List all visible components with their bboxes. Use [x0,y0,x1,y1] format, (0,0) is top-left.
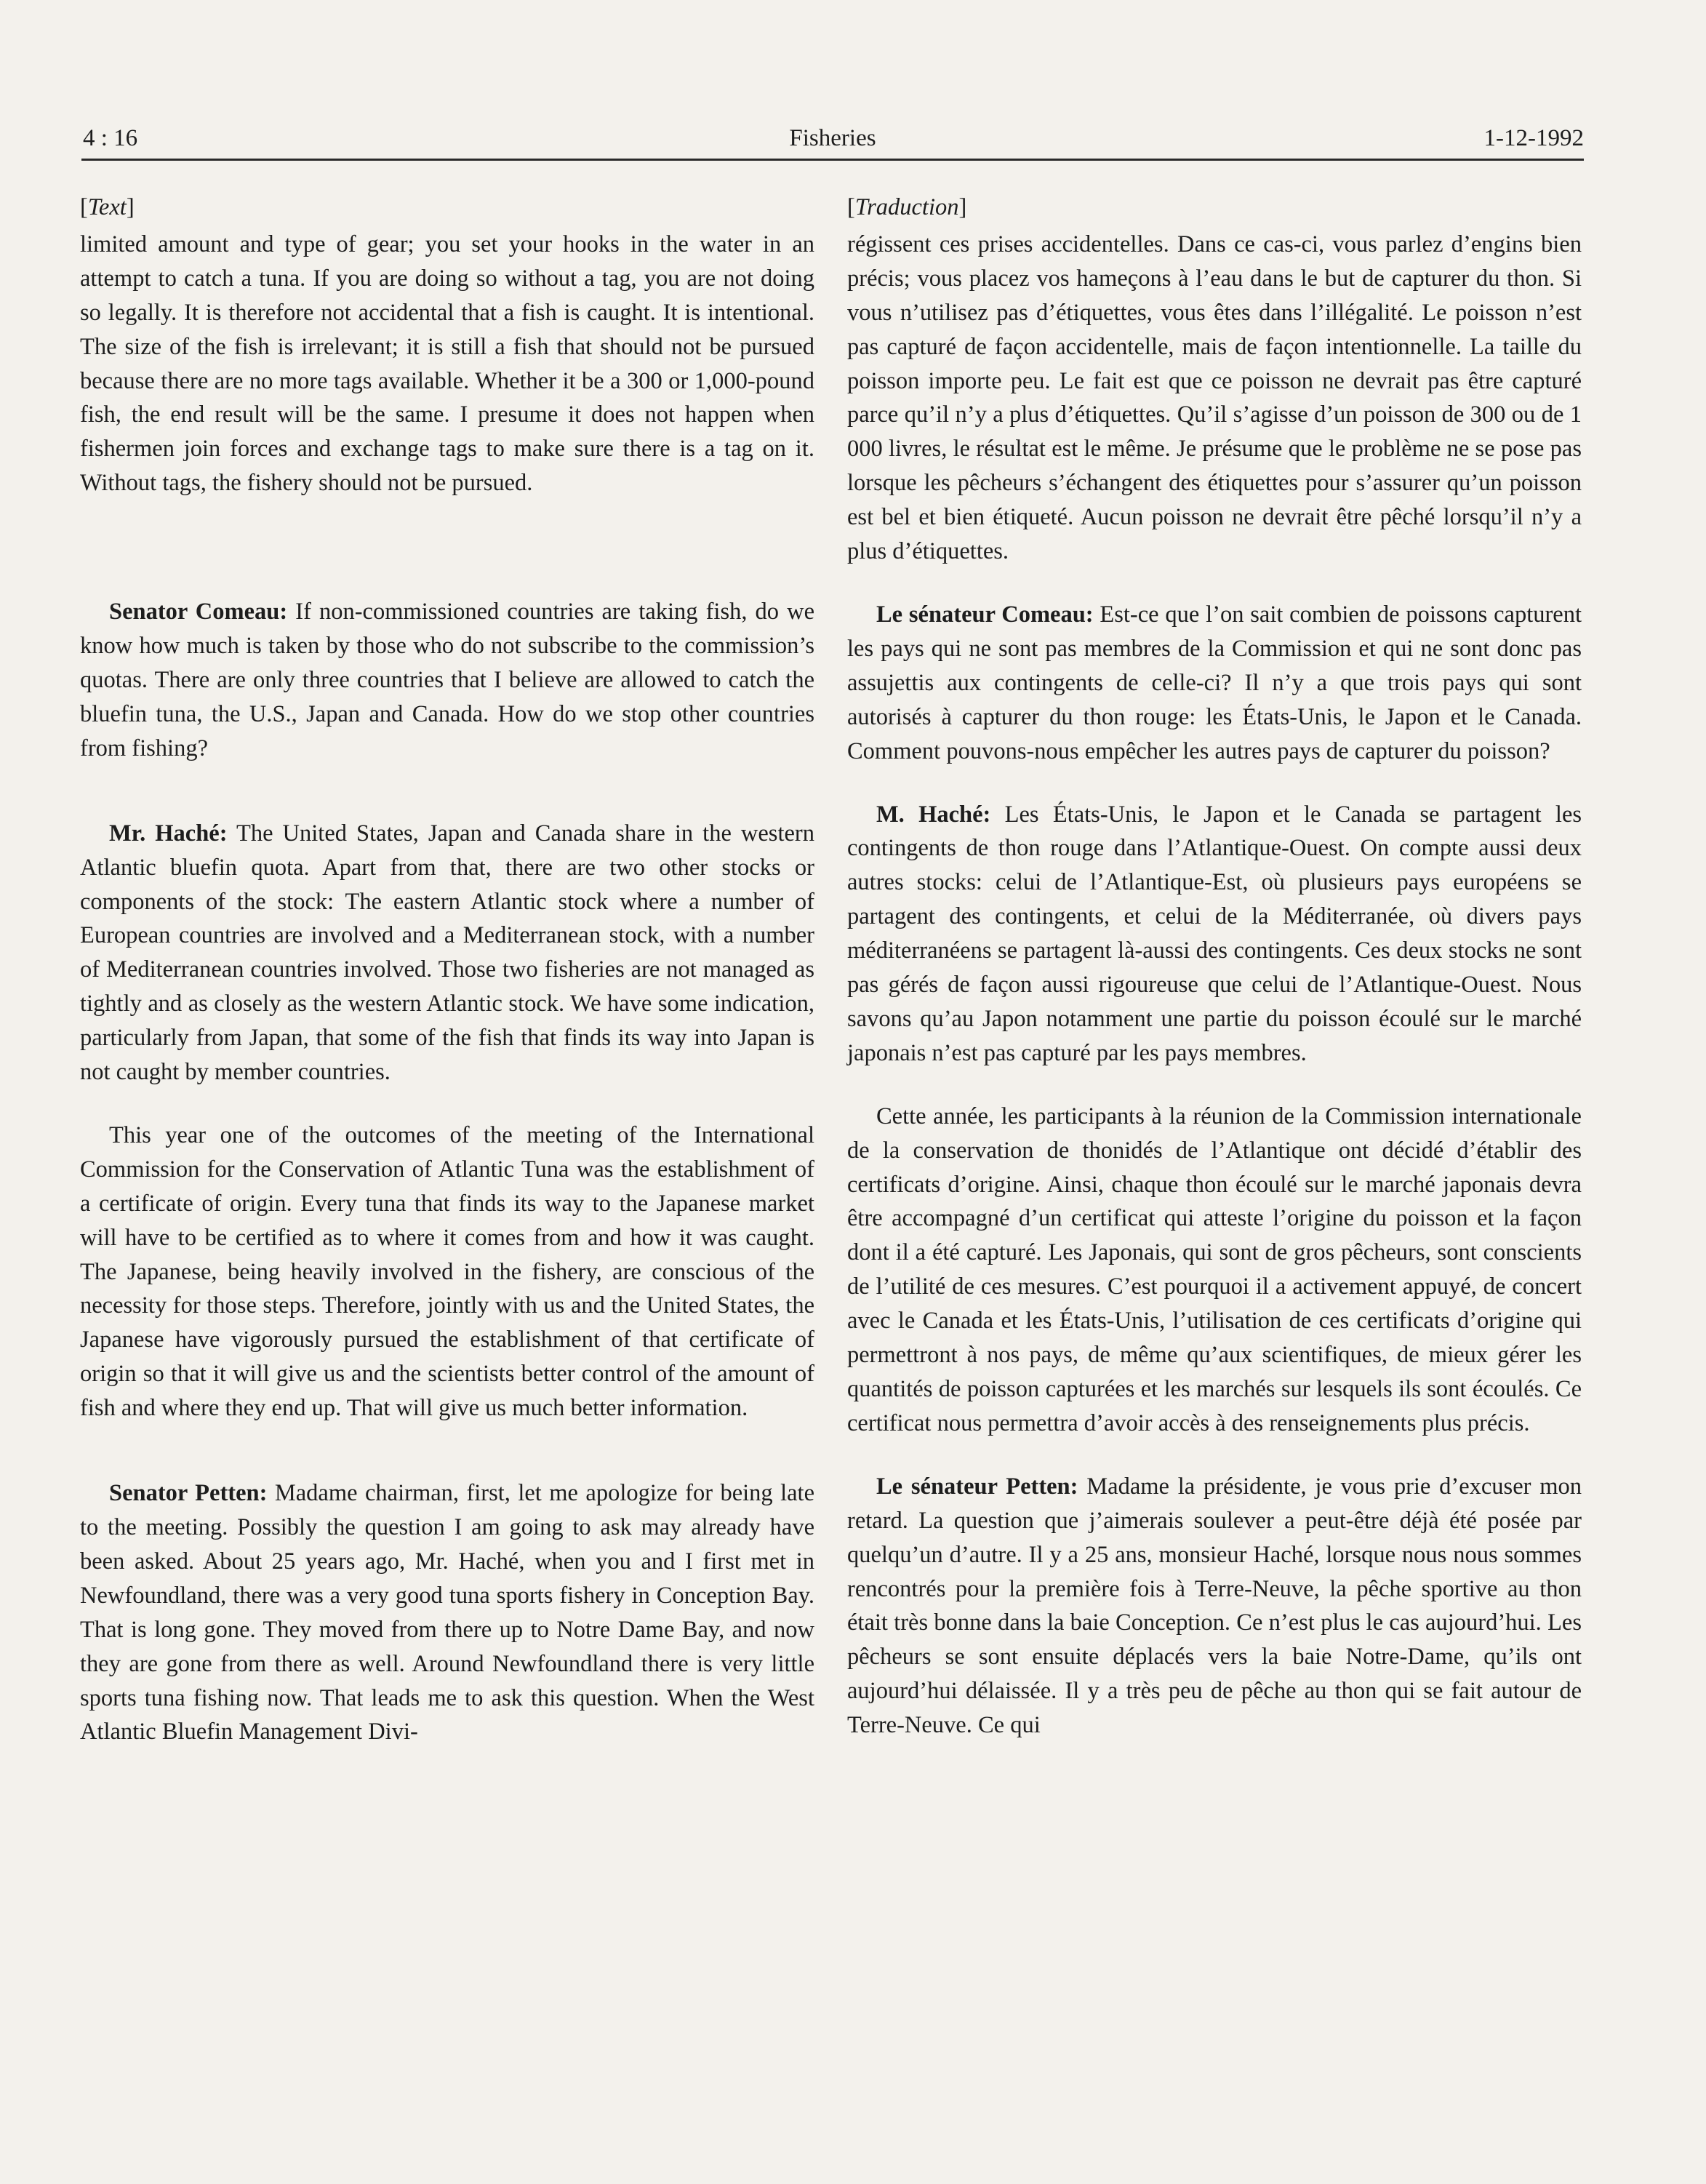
speaker-name: Senator Comeau: [109,599,288,625]
paragraph: Senator Petten: Madame chairman, first, let me apologize for being late to the meeting. Possibly the question I am going to ask may already have been asked. About 25 years ago, Mr. Haché, when you and I first met in Newfoundland, there was a very good tuna sports fishery in Conception Bay. That is long gone. They moved from there up to Notre Dame Bay, and now they are gone from there as well. Around Newfoundland there is very little sports tuna fishing now. That leads me to ask this question. When the West Atlantic Bluefin Management Divi- [80,1480,815,1745]
french-column [847,191,1582,1743]
column-label: [Text] [80,194,135,220]
paragraph: Senator Comeau: If non-commissioned countries are taking fish, do we know how much is taken by those who do not subscribe to the commission’s quotas. There are only three countries that I believe are allowed to catch the bluefin tuna, the U.S., Japan and Canada. How do we stop other countries from fishing? [80,599,815,761]
speaker-name: Le sénateur Comeau: [876,601,1094,628]
paragraph: M. Haché: Les États-Unis, le Japon et le Canada se partagent les contingents de thon rouge dans l’Atlantique-Ouest. On compte aussi deux autres stocks: celui de l’Atlantique-Est, où plusieurs pays européens se partagent des contingents, et celui de la Méditerranée, où divers pays méditerranéens se partagent là-aussi des contingents. Ces deux stocks ne sont pas gérés de façon aussi rigoureuse que celui de l’Atlantique-Ouest. Nous savons qu’au Japon notamment une partie du poisson écoulé sur le marché japonais n’est pas capturé par les pays membres. [847,801,1582,1066]
page-date: 1-12-1992 [1483,125,1584,151]
paragraph: Le sénateur Petten: Madame la présidente, je vous prie d’excuser mon retard. La question que j’aimerais soulever a peut-être déjà été posée par quelqu’un d’autre. Il y a 25 ans, monsieur Haché, lorsque nous nous sommes rencontrés pour la première fois à Terre-Neuve, la pêche sportive au thon était très bonne dans la baie Conception. Ce n’est plus le cas aujourd’hui. Les pêcheurs se sont ensuite déplacés vers la baie Notre-Dame, qu’ils ont aujourd’hui délaissée. Il y a très peu de pêche au thon qui se fait autour de Terre-Neuve. Ce qui [847,1473,1582,1739]
speaker-name: Senator Petten: [109,1480,268,1507]
paragraph: limited amount and type of gear; you set your hooks in the water in an attempt to catch a tuna. If you are doing so without a tag, you are not doing so legally. It is therefore not accidental that a fish is caught. It is intentional. The size of the fish is irrelevant; it is still a fish that should not be pursued because there are no more tags available. Whether it be a 300 or 1,000-pound fish, the end result will be the same. I presume it does not happen when fishermen join forces and exchange tags to make sure there is a tag on it. Without tags, the fishery should not be pursued. [80,231,814,497]
paragraph: Cette année, les participants à la réunion de la Commission internationale de la conservation de thonidés de l’Atlantique ont décidé d’établir des certificats d’origine. Ainsi, chaque thon écoulé sur le marché japonais devra être accompagné d’un certificat qui atteste l’origine du poisson et la façon dont il a été capturé. Les Japonais, qui sont de gros pêcheurs, sont conscients de l’utilité de ces mesures. C’est pourquoi il a activement appuyé, de concert avec le Canada et les États-Unis, l’utilisation de ces certificats d’origine qui permettront à nos pays, de même qu’aux scientifiques, de mieux gérer les quantités de poisson capturées et les marchés sur lesquels ils sont écoulés. Ce certificat nous permettra d’avoir accès à des renseignements plus précis. [847,1103,1582,1436]
speaker-name: M. Haché: [876,801,991,828]
paragraph: This year one of the outcomes of the meeting of the International Commission for the Conservation of Atlantic Tuna was the establishment of a certificate of origin. Every tuna that finds its way to the Japanese market will have to be certified as to where it comes from and how it was caught. The Japanese, being heavily involved in the fishery, are conscious of the necessity for those steps. Therefore, jointly with us and the United States, the Japanese have vigorously pursued the establishment of that certificate of origin so that it will give us and the scientists better control of the amount of fish and where they end up. That will give us much better information. [80,1121,814,1422]
column-label: [Traduction] [847,194,967,220]
speaker-name: Mr. Haché: [109,820,228,847]
page-number: 4 : 16 [83,125,138,151]
page-title: Fisheries [789,125,876,151]
paragraph: régissent ces prises accidentelles. Dans ce cas-ci, vous parlez d’engins bien précis; vous placez vos hameçons à l’eau dans le but de capturer du thon. Si vous n’utilisez pas d’étiquettes, vous êtes dans l’illégalité. Le poisson n’est pas capturé de façon accidentelle, mais de façon intentionnelle. La taille du poisson importe peu. Le fait est que ce poisson ne devrait pas être capturé parce qu’il n’y a plus d’étiquettes. Qu’il s’agisse d’un poisson de 300 ou de 1 000 livres, le résultat est le même. Je présume que le problème ne se pose pas lorsque les pêcheurs s’échangent des étiquettes pour s’assurer qu’un poisson est bel et bien étiqueté. Aucun poisson ne devrait être pêché lorsqu’il n’y a plus d’étiquettes. [847,231,1582,565]
page-header [81,122,1584,161]
speaker-name: Le sénateur Petten: [876,1473,1078,1500]
paragraph: Le sénateur Comeau: Est-ce que l’on sait combien de poissons capturent les pays qui ne sont pas membres de la Commission et qui ne sont donc pas assujettis aux contingents de celle-ci? Il n’y a que trois pays qui sont autorisés à capturer du thon rouge: les États-Unis, le Japon et le Canada. Comment pouvons-nous empêcher les autres pays de capturer du poisson? [847,601,1582,764]
paragraph: Mr. Haché: The United States, Japan and Canada share in the western Atlantic bluefin quota. Apart from that, there are two other stocks or components of the stock: The eastern Atlantic stock where a number of European countries are involved and a Mediterranean stock, with a number of Mediterranean countries involved. Those two fisheries are not managed as tightly and as closely as the western Atlantic stock. We have some indication, particularly from Japan, that some of the fish that finds its way into Japan is not caught by member countries. [80,820,814,1086]
english-column [80,191,814,1749]
